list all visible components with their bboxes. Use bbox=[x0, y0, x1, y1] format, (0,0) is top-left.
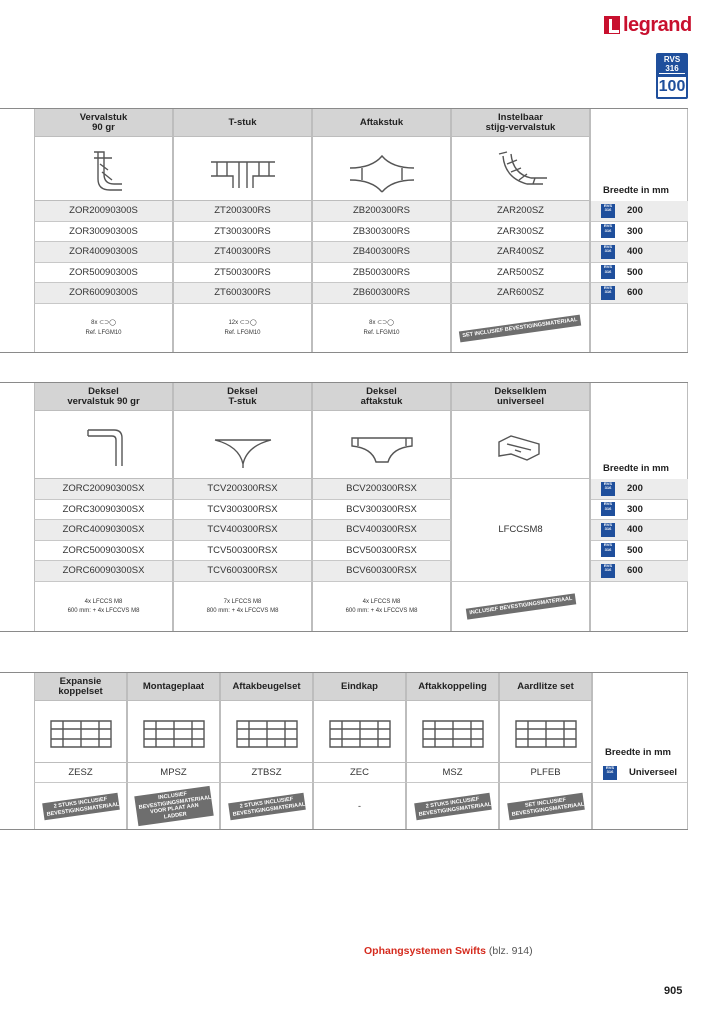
width-value: 600 bbox=[627, 287, 643, 299]
bolt-reference: 600 mm: + 4x LFCCVS M8 bbox=[345, 607, 418, 614]
product-code: ZB400300RS bbox=[312, 242, 451, 263]
product-drawing-icon bbox=[320, 707, 400, 757]
product-drawing-icon bbox=[481, 144, 561, 194]
width-value: 400 bbox=[627, 246, 643, 258]
bolt-reference: 600 mm: + 4x LFCCVS M8 bbox=[67, 607, 140, 614]
brand-name: legrand bbox=[623, 13, 692, 36]
fastener-info bbox=[220, 783, 313, 829]
width-row bbox=[591, 283, 688, 304]
product-image bbox=[173, 411, 312, 479]
product-code: ZB600300RS bbox=[312, 283, 451, 304]
width-row bbox=[591, 201, 688, 222]
product-code: ZOR50090300S bbox=[34, 263, 173, 284]
width-row bbox=[591, 479, 688, 500]
product-code: ZAR300SZ bbox=[451, 222, 590, 243]
product-image bbox=[34, 137, 173, 201]
column-header: Aftakkoppeling bbox=[406, 673, 499, 701]
width-value: 500 bbox=[627, 266, 643, 278]
fastener-info bbox=[451, 582, 590, 632]
product-code: TCV200300RSX bbox=[173, 479, 312, 500]
product-code: ZAR500SZ bbox=[451, 263, 590, 284]
column-header: Aftakstuk bbox=[312, 109, 451, 137]
product-code: ZT400300RS bbox=[173, 242, 312, 263]
product-code: ZAR400SZ bbox=[451, 242, 590, 263]
fastener-info bbox=[173, 304, 312, 353]
product-code: ZT300300RS bbox=[173, 222, 312, 243]
product-image bbox=[127, 701, 220, 763]
product-image bbox=[406, 701, 499, 763]
bolt-quantity: 8x ⊂⊃◯ bbox=[369, 320, 394, 327]
column-header: Eindkap bbox=[313, 673, 406, 701]
column-header: Montageplaat bbox=[127, 673, 220, 701]
rvs-316-mini-badge: RVS 316 bbox=[601, 543, 615, 557]
width-row bbox=[591, 222, 688, 243]
width-row bbox=[591, 541, 688, 562]
product-image bbox=[312, 411, 451, 479]
fastener-info bbox=[312, 304, 451, 353]
column-header: Expansie koppelset bbox=[34, 673, 127, 701]
fastener-info bbox=[451, 304, 590, 353]
table-cable-ladder-fittings bbox=[0, 108, 688, 353]
product-drawing-icon bbox=[413, 707, 493, 757]
bolt-quantity: 7x LFCCS M8 bbox=[223, 598, 262, 605]
clamp-code: LFCCSM8 bbox=[451, 479, 590, 582]
product-drawing-icon bbox=[227, 707, 307, 757]
column-header: T-stuk bbox=[173, 109, 312, 137]
fastener-stamp: 2 STUKS INCLUSIEF BEVESTIGINGSMATERIAAL bbox=[414, 792, 492, 819]
product-code: ZESZ bbox=[34, 763, 127, 783]
legrand-logo-mark bbox=[604, 16, 620, 34]
rvs-316-mini-badge: RVS 316 bbox=[601, 286, 615, 300]
width-header: Breedte in mm bbox=[603, 463, 669, 474]
fastener-stamp: INCLUSIEF BEVESTIGINGSMATERIAAL VOOR PLAAT AAN LADDER bbox=[134, 786, 213, 826]
fastener-stamp: 2 STUKS INCLUSIEF BEVESTIGINGSMATERIAAL bbox=[228, 792, 306, 819]
width-row bbox=[591, 561, 688, 582]
column-header: Aftakbeugelset bbox=[220, 673, 313, 701]
product-image bbox=[220, 701, 313, 763]
fastener-stamp: INCLUSIEF BEVESTIGINGSMATERIAAL bbox=[465, 593, 575, 619]
bolt-quantity: 12x ⊂⊃◯ bbox=[228, 320, 257, 327]
rvs-316-badge: RVS 316 100 bbox=[656, 53, 688, 99]
width-row bbox=[591, 520, 688, 541]
product-code: ZORC20090300SX bbox=[34, 479, 173, 500]
width-row bbox=[591, 500, 688, 521]
width-header: Breedte in mm bbox=[605, 747, 671, 758]
fastener-info bbox=[406, 783, 499, 829]
width-value: 500 bbox=[627, 544, 643, 556]
rvs-316-mini-badge: RVS 316 bbox=[603, 766, 617, 780]
width-value: 200 bbox=[627, 483, 643, 495]
rvs-316-mini-badge: RVS 316 bbox=[601, 564, 615, 578]
width-column bbox=[590, 383, 688, 631]
product-code: ZTBSZ bbox=[220, 763, 313, 783]
product-code: ZORC30090300SX bbox=[34, 500, 173, 521]
product-image bbox=[312, 137, 451, 201]
column-header: Aardlitze set bbox=[499, 673, 592, 701]
product-drawing-icon bbox=[506, 707, 586, 757]
product-code: ZT200300RS bbox=[173, 201, 312, 222]
fastener-info bbox=[313, 783, 406, 829]
rvs-316-mini-badge: RVS 316 bbox=[601, 523, 615, 537]
product-image bbox=[499, 701, 592, 763]
bolt-quantity: 4x LFCCS M8 bbox=[362, 598, 401, 605]
fastener-stamp: 2 STUKS INCLUSIEF BEVESTIGINGSMATERIAAL bbox=[42, 792, 120, 819]
table-accessories bbox=[0, 672, 688, 830]
product-code: BCV200300RSX bbox=[312, 479, 451, 500]
product-code: TCV300300RSX bbox=[173, 500, 312, 521]
product-drawing-icon bbox=[134, 707, 214, 757]
width-value: 200 bbox=[627, 205, 643, 217]
column-header: Instelbaar stijg-vervalstuk bbox=[451, 109, 590, 137]
rvs-316-mini-badge: RVS 316 bbox=[601, 265, 615, 279]
width-column bbox=[590, 109, 688, 352]
product-code: ZB500300RS bbox=[312, 263, 451, 284]
product-code: BCV400300RSX bbox=[312, 520, 451, 541]
product-drawing-icon bbox=[342, 420, 422, 470]
bolt-reference: Ref. LFGM10 bbox=[85, 330, 122, 337]
product-code: ZB300300RS bbox=[312, 222, 451, 243]
table-covers bbox=[0, 382, 688, 632]
rvs-316-mini-badge: RVS 316 bbox=[601, 502, 615, 516]
bolt-reference: Ref. LFGM10 bbox=[363, 330, 400, 337]
fastener-info bbox=[312, 582, 451, 632]
product-code: ZEC bbox=[313, 763, 406, 783]
product-drawing-icon bbox=[481, 420, 561, 470]
rvs-316-mini-badge: RVS 316 bbox=[601, 245, 615, 259]
column-header: Deksel vervalstuk 90 gr bbox=[34, 383, 173, 411]
column-header: Deksel T-stuk bbox=[173, 383, 312, 411]
rvs-316-mini-badge: RVS 316 bbox=[601, 204, 615, 218]
product-drawing-icon bbox=[342, 144, 422, 194]
width-row bbox=[591, 263, 688, 284]
width-value: 400 bbox=[627, 524, 643, 536]
product-code: ZAR600SZ bbox=[451, 283, 590, 304]
product-code: ZT600300RS bbox=[173, 283, 312, 304]
product-drawing-icon bbox=[64, 420, 144, 470]
fastener-stamp: SET INCLUSIEF BEVESTIGINGSMATERIAAL bbox=[507, 792, 585, 819]
product-code: ZB200300RS bbox=[312, 201, 451, 222]
bolt-quantity: 8x ⊂⊃◯ bbox=[91, 320, 116, 327]
fastener-info bbox=[34, 304, 173, 353]
bolt-reference: 800 mm: + 4x LFCCVS M8 bbox=[206, 607, 279, 614]
column-header: Dekselklem universeel bbox=[451, 383, 590, 411]
page-number: 905 bbox=[664, 985, 683, 997]
product-image bbox=[34, 701, 127, 763]
width-value: Universeel bbox=[629, 767, 678, 778]
product-drawing-icon bbox=[203, 144, 283, 194]
cross-reference[interactable]: Ophangsystemen Swifts (blz. 914) bbox=[364, 945, 533, 957]
product-code: BCV600300RSX bbox=[312, 561, 451, 582]
width-value: 300 bbox=[627, 503, 643, 515]
product-code: ZOR20090300S bbox=[34, 201, 173, 222]
product-code: TCV600300RSX bbox=[173, 561, 312, 582]
product-image bbox=[313, 701, 406, 763]
product-drawing-icon bbox=[203, 420, 283, 470]
fastener-stamp: SET INCLUSIEF BEVESTIGINGSMATERIAAL bbox=[459, 314, 581, 341]
fastener-info bbox=[173, 582, 312, 632]
fastener-none: - bbox=[358, 801, 361, 811]
product-code: ZT500300RS bbox=[173, 263, 312, 284]
width-column bbox=[592, 673, 688, 829]
product-drawing-icon bbox=[64, 144, 144, 194]
product-code: TCV500300RSX bbox=[173, 541, 312, 562]
product-code: ZOR60090300S bbox=[34, 283, 173, 304]
product-drawing-icon bbox=[41, 707, 121, 757]
fastener-info bbox=[127, 783, 220, 829]
width-row bbox=[593, 763, 687, 783]
product-code: MSZ bbox=[406, 763, 499, 783]
column-header: Deksel aftakstuk bbox=[312, 383, 451, 411]
product-code: ZORC40090300SX bbox=[34, 520, 173, 541]
product-code: BCV500300RSX bbox=[312, 541, 451, 562]
product-image bbox=[173, 137, 312, 201]
product-image bbox=[451, 411, 590, 479]
product-code: MPSZ bbox=[127, 763, 220, 783]
column-header: Vervalstuk 90 gr bbox=[34, 109, 173, 137]
fastener-info bbox=[34, 582, 173, 632]
width-header: Breedte in mm bbox=[603, 185, 669, 196]
width-row bbox=[591, 242, 688, 263]
legrand-logo bbox=[604, 14, 692, 36]
fastener-info bbox=[34, 783, 127, 829]
product-code: ZORC50090300SX bbox=[34, 541, 173, 562]
bolt-quantity: 4x LFCCS M8 bbox=[84, 598, 123, 605]
product-code: TCV400300RSX bbox=[173, 520, 312, 541]
bolt-reference: Ref. LFGM10 bbox=[224, 330, 261, 337]
rvs-316-mini-badge: RVS 316 bbox=[601, 482, 615, 496]
product-code: ZORC60090300SX bbox=[34, 561, 173, 582]
product-code: ZOR30090300S bbox=[34, 222, 173, 243]
product-code: ZAR200SZ bbox=[451, 201, 590, 222]
rvs-316-mini-badge: RVS 316 bbox=[601, 224, 615, 238]
width-value: 300 bbox=[627, 225, 643, 237]
width-value: 600 bbox=[627, 565, 643, 577]
product-code: BCV300300RSX bbox=[312, 500, 451, 521]
product-image bbox=[451, 137, 590, 201]
product-image bbox=[34, 411, 173, 479]
product-code: PLFEB bbox=[499, 763, 592, 783]
fastener-info bbox=[499, 783, 592, 829]
product-code: ZOR40090300S bbox=[34, 242, 173, 263]
